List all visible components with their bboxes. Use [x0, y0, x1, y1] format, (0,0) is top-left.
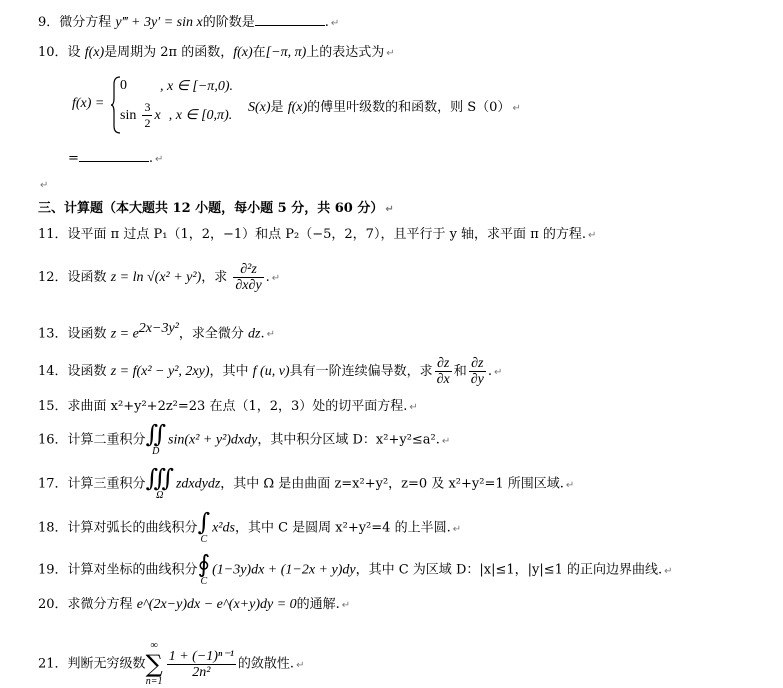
q13-number: 13． — [38, 326, 68, 342]
contour-integral-symbol: ∮ — [197, 550, 211, 578]
contour-integral — [198, 552, 211, 588]
q14-post: 具有一阶连续偏导数，求 — [289, 364, 433, 379]
q10-case-2-sin: sin — [120, 108, 137, 123]
question-20 — [38, 596, 350, 615]
q10-fx: f(x) — [84, 45, 105, 60]
paragraph-mark-icon: ↵ — [266, 329, 275, 341]
paragraph-mark-icon: ↵ — [409, 402, 418, 413]
question-16 — [38, 422, 450, 458]
q12-equation: z = ln √(x² + y²) — [110, 270, 202, 285]
q10-number: 10． — [38, 45, 68, 60]
q10-case-2-condition: , x ∈ [0,π). — [168, 108, 233, 123]
q14-fuv: f (u, v) — [252, 364, 290, 379]
q14-number: 14． — [38, 364, 68, 379]
q19-integrand: (1−3y)dx + (1−2x + y)dy — [212, 562, 356, 578]
fraction-denominator: 2n² — [192, 664, 211, 680]
fraction-denominator: ∂x∂y — [235, 278, 262, 293]
paragraph-mark-icon: ↵ — [296, 659, 305, 671]
fraction-numerator: ∂z — [469, 356, 486, 372]
fraction-denominator: ∂x — [436, 372, 450, 387]
q10-case-1-condition: , x ∈ [−π,0). — [160, 79, 233, 94]
q21-prefix: 判断无穷级数 — [67, 656, 146, 672]
paragraph-mark-icon: ↵ — [271, 273, 281, 284]
paragraph-mark-icon: ↵ — [385, 204, 394, 215]
q15-number: 15． — [38, 399, 68, 414]
q9-number: 9． — [38, 15, 60, 30]
q14-fraction-dy — [469, 356, 486, 387]
q14-end: . — [487, 364, 493, 379]
paragraph-mark-icon: ↵ — [40, 180, 49, 191]
q11-text: 设平面 π 过点 P₁（1，2，−1）和点 P₂（−5，2，7），且平行于 y 轴，求平面 π 的方程. — [67, 227, 586, 242]
q10-answer-line: = . ↵ — [68, 148, 163, 169]
q21-fraction — [167, 649, 236, 680]
double-integral-symbol: ∬ — [145, 420, 166, 448]
q10-case-2 — [120, 100, 232, 131]
q19-prefix: 计算对坐标的曲线积分 — [67, 562, 198, 578]
q17-post: ，其中 Ω 是由曲面 z=x²+y²，z=0 及 x²+y²=1 所围区域. — [220, 476, 564, 492]
q20-prefix: 求微分方程 — [67, 597, 137, 612]
q10-fx-2: f(x) — [233, 45, 253, 60]
q12-end: . — [265, 270, 270, 285]
question-14 — [38, 356, 502, 387]
q13-dz: dz — [248, 326, 261, 342]
paragraph-mark-icon: ↵ — [452, 523, 462, 535]
paragraph-mark-icon: ↵ — [441, 435, 451, 447]
q14-equation: z = f(x² − y², 2xy) — [110, 364, 210, 379]
q14-and: 和 — [453, 364, 467, 379]
q14-fraction-dx — [435, 356, 452, 387]
q21-number: 21． — [38, 656, 68, 672]
q10-text-1: 设 — [67, 45, 85, 60]
q9-text: 的阶数是 — [202, 15, 255, 30]
fraction-numerator: 1 + (−1)ⁿ⁻¹ — [168, 648, 234, 664]
q11-number: 11． — [38, 227, 68, 242]
section-3-heading — [38, 200, 394, 219]
fraction-denominator: ∂y — [470, 372, 484, 387]
question-10 — [38, 44, 395, 63]
question-19 — [38, 552, 673, 588]
q12-number: 12． — [38, 270, 68, 285]
double-integral — [146, 422, 166, 458]
integral-region: Ω — [156, 490, 164, 501]
question-21 — [38, 640, 304, 688]
fraction-numerator: 3 — [144, 100, 151, 114]
q14-prefix: 设函数 — [67, 364, 111, 379]
q16-post: ，其中积分区域 D：x²+y²≤a². — [257, 432, 440, 448]
triple-integral-symbol: ∭ — [145, 464, 174, 492]
q10-case-2-x: x — [154, 108, 161, 123]
question-18 — [38, 510, 461, 546]
question-12 — [38, 262, 280, 293]
q20-equation: e^(2x−y)dx − e^(x+y)dy = 0 — [136, 597, 297, 612]
integral-region: D — [152, 446, 160, 457]
q17-prefix: 计算三重积分 — [67, 476, 146, 492]
question-17 — [38, 466, 574, 502]
q16-prefix: 计算二重积分 — [67, 432, 146, 448]
q9-equation: y‴ + 3y′ = sin x — [115, 15, 203, 30]
q12-prefix: 设函数 — [67, 270, 111, 285]
q16-number: 16． — [38, 432, 68, 448]
summation-lower-limit: n=1 — [145, 676, 163, 687]
q10-sx: S(x) — [248, 100, 271, 115]
q9-end: . — [324, 15, 329, 30]
summation-upper-limit: ∞ — [150, 640, 158, 651]
q17-integrand: zdxdydz — [175, 476, 221, 492]
q13-exponent: 2x−3y² — [138, 321, 179, 336]
q18-prefix: 计算对弧长的曲线积分 — [67, 520, 198, 536]
q10-text-3: 在 — [252, 45, 266, 60]
paragraph-mark-icon: ↵ — [330, 18, 340, 29]
paragraph-mark-icon: ↵ — [386, 48, 395, 59]
fraction-numerator: ∂²z — [233, 262, 263, 278]
question-9 — [38, 12, 339, 33]
q19-post: ，其中 C 为区域 D：|x|≤1，|y|≤1 的正向边界曲线. — [355, 562, 663, 578]
q21-post: 的敛散性. — [237, 656, 295, 672]
q14-mid: ，其中 — [209, 364, 253, 379]
q20-post: 的通解. — [296, 597, 340, 612]
q10-fx-3: f(x) — [287, 100, 308, 115]
q13-end: . — [260, 326, 265, 342]
q10-interval: [−π, π) — [265, 45, 307, 60]
q10-text-2: 是周期为 2π 的函数， — [104, 45, 234, 60]
paragraph-mark-icon: ↵ — [664, 565, 673, 577]
q19-number: 19． — [38, 562, 68, 578]
q13-prefix: 设函数 — [67, 326, 111, 342]
fraction-denominator: 2 — [144, 116, 151, 130]
summation-symbol: ∑ — [145, 650, 163, 678]
q10-text-5: 是 — [270, 100, 288, 115]
fraction-numerator: ∂z — [435, 356, 452, 372]
q13-z: z = e — [110, 326, 139, 342]
paragraph-mark-icon: ↵ — [341, 600, 351, 611]
integral-curve: C — [200, 534, 208, 545]
question-13 — [38, 320, 275, 344]
q20-number: 20． — [38, 597, 68, 612]
paragraph-mark-icon: ↵ — [512, 103, 521, 114]
line-integral — [198, 510, 211, 546]
q18-integrand: x²ds — [212, 520, 235, 536]
q12-fraction — [233, 262, 263, 293]
q10-case-1-value: 0 — [120, 78, 127, 93]
triple-integral — [146, 466, 174, 502]
paragraph-mark-icon: ↵ — [494, 367, 503, 378]
paragraph-mark-icon: ↵ — [155, 154, 164, 165]
q16-integrand: sin(x² + y²)dxdy — [168, 432, 258, 448]
paragraph-mark-icon: ↵ — [565, 479, 575, 491]
q15-text: 求曲面 x²+y²+2z²=23 在点（1，2，3）处的切平面方程. — [67, 399, 408, 414]
q10-piecewise-lhs: f(x) = — [72, 96, 105, 111]
question-11 — [38, 226, 596, 245]
q12-mid: ，求 — [201, 270, 232, 285]
q10-text-4: 上的表达式为 — [306, 45, 385, 60]
q10-case-2-fraction — [142, 100, 152, 131]
q17-number: 17． — [38, 476, 68, 492]
q9-answer-blank[interactable] — [255, 12, 325, 26]
q18-number: 18． — [38, 520, 68, 536]
q13-post: ，求全微分 — [178, 326, 249, 342]
q18-post: ，其中 C 是圆周 x²+y²=4 的上半圆. — [234, 520, 451, 536]
section-3-title: 三、计算题（本大题共 12 小题，每小题 5 分，共 60 分） — [38, 201, 384, 216]
empty-paragraph — [38, 176, 48, 195]
summation — [146, 640, 163, 688]
paragraph-mark-icon: ↵ — [588, 230, 597, 241]
question-15 — [38, 398, 418, 417]
q10-answer-blank[interactable] — [79, 148, 149, 162]
q10-equals: = — [68, 151, 79, 166]
integral-symbol: ∫ — [197, 508, 211, 536]
q10-continuation — [248, 96, 521, 116]
integral-curve: C — [200, 576, 208, 587]
q9-prefix: 微分方程 — [59, 15, 116, 30]
q10-text-6: 的傅里叶级数的和函数，则 S（0） — [307, 100, 511, 115]
